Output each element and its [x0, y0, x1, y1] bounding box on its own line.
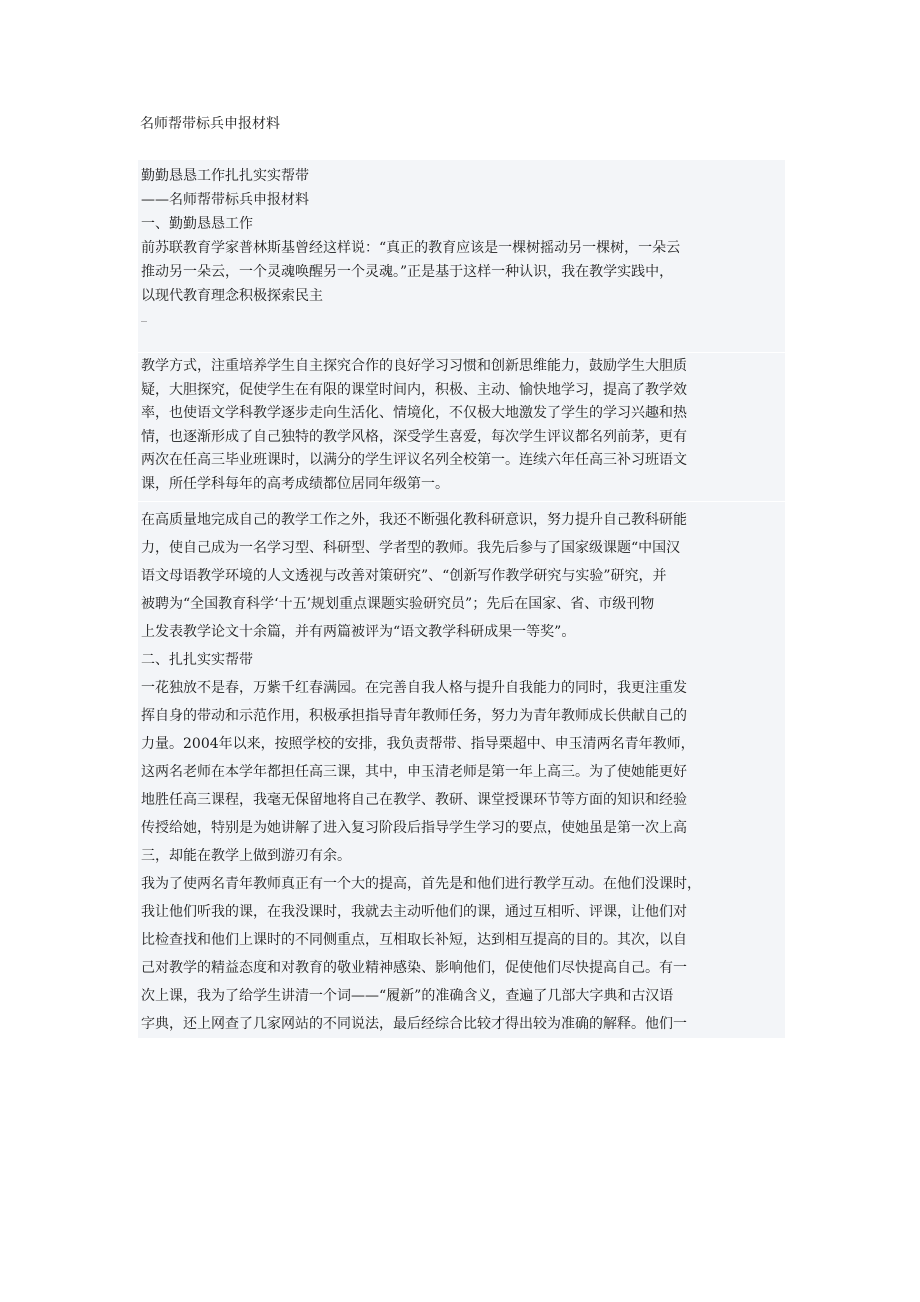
text-line: ——名师帮带标兵申报材料 — [141, 192, 309, 208]
text-line: 课，所任学科每年的高考成绩都位居同年级第一。 — [141, 475, 449, 492]
text-line: 疑，大胆探究，促使学生在有限的课堂时间内，积极、主动、愉快地学习，提高了教学效 — [141, 381, 687, 398]
section-heading: 二、扎扎实实帮带 — [141, 651, 253, 668]
paragraph-block-research-mentoring — [138, 502, 785, 1038]
text-line: 己对教学的精益态度和对教育的敬业精神感染、影响他们，促使他们尽快提高自己。有一 — [141, 959, 687, 976]
text-line: 我让他们听我的课，在我没课时，我就去主动听他们的课，通过互相听、评课，让他们对 — [141, 903, 687, 920]
text-line: 率，也使语文学科教学逐步走向生活化、情境化，不仅极大地激发了学生的学习兴趣和热 — [141, 405, 687, 422]
text-line: 教学方式，注重培养学生自主探究合作的良好学习习惯和创新思维能力，鼓励学生大胆质 — [141, 358, 687, 374]
text-line: 三，却能在教学上做到游刃有余。 — [141, 847, 351, 864]
section-heading: 一、勤勤恳恳工作 — [141, 216, 253, 232]
text-line: 一花独放不是春，万紫千红春满园。在完善自我人格与提升自我能力的同时，我更注重发 — [141, 679, 687, 696]
text-line: 挥自身的带动和示范作用，积极承担指导青年教师任务，努力为青年教师成长供献自己的 — [141, 707, 687, 724]
text-line: 字典，还上网查了几家网站的不同说法，最后经综合比较才得出较为准确的解释。他们一 — [141, 1015, 687, 1032]
text-line: 在高质量地完成自己的教学工作之外，我还不断强化教科研意识，努力提升自己教科研能 — [141, 511, 687, 528]
text-cursor-mark: _ — [141, 308, 147, 322]
text-line: 地胜任高三课程，我毫无保留地将自己在教学、教研、课堂授课环节等方面的知识和经验 — [141, 791, 687, 808]
text-line: 比检查找和他们上课时的不同侧重点，互相取长补短，达到相互提高的目的。其次，以自 — [141, 931, 687, 948]
document-title: 名师帮带标兵申报材料 — [140, 116, 280, 132]
text-line: 传授给她，特别是为她讲解了进入复习阶段后指导学生学习的要点，使她虽是第一次上高 — [141, 819, 687, 836]
text-line: 勤勤恳恳工作扎扎实实帮带 — [141, 168, 309, 184]
text-line: 上发表教学论文十余篇，并有两篇被评为“语文教学科研成果一等奖”。 — [141, 623, 576, 640]
text-line: 我为了使两名青年教师真正有一个大的提高，首先是和他们进行教学互动。在他们没课时， — [141, 875, 701, 892]
text-line: 力量。2004年以来，按照学校的安排，我负责帮带、指导栗超中、申玉清两名青年教师， — [141, 735, 695, 752]
text-line: 前苏联教育学家普林斯基曾经这样说：“真正的教育应该是一棵树摇动另一棵树，一朵云 — [141, 240, 681, 256]
text-line: 两次在任高三毕业班课时，以满分的学生评议名列全校第一。连续六年任高三补习班语文 — [141, 452, 687, 469]
paragraph-block-intro — [138, 160, 785, 352]
text-line: 次上课，我为了给学生讲清一个词——“履新”的准确含义，查遍了几部大字典和古汉语 — [141, 987, 674, 1004]
text-line: 以现代教育理念积极探索民主 — [141, 288, 323, 304]
text-line: 推动另一朵云，一个灵魂唤醒另一个灵魂。”正是基于这样一种认识，我在教学实践中， — [141, 264, 674, 280]
text-line: 这两名老师在本学年都担任高三课，其中，申玉清老师是第一年上高三。为了使她能更好 — [141, 763, 687, 780]
document-body — [138, 160, 785, 1038]
text-line: 力，使自己成为一名学习型、科研型、学者型的教师。我先后参与了国家级课题“中国汉 — [141, 539, 681, 556]
text-line: 情，也逐渐形成了自己独特的教学风格，深受学生喜爱，每次学生评议都名列前茅，更有 — [141, 428, 687, 445]
text-line: 语文母语教学环境的人文透视与改善对策研究”、“创新写作教学研究与实验”研究，并 — [141, 567, 667, 584]
text-line: 被聘为“全国教育科学‘十五’规划重点课题实验研究员”；先后在国家、省、市级刊物 — [141, 595, 655, 612]
paragraph-block-teaching — [138, 353, 785, 501]
